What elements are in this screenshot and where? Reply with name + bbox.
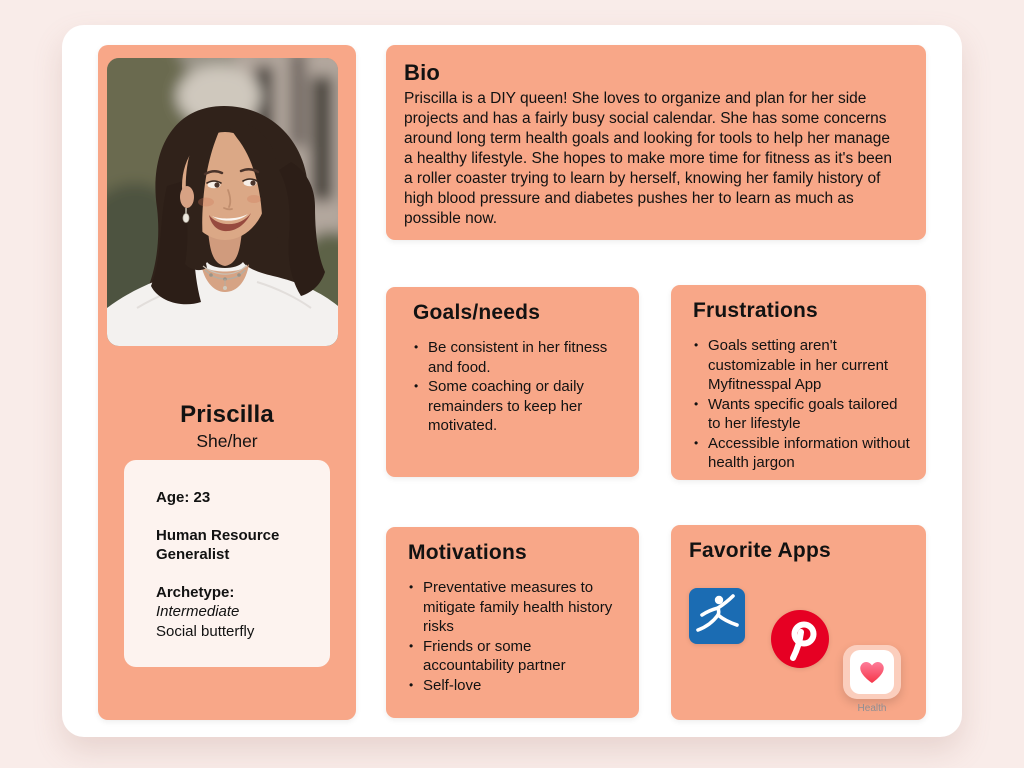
motivations-list <box>408 578 623 695</box>
bullet-item: • Wants specific goals tailored to her lifestyle <box>693 395 912 434</box>
goals-title: Goals/needs <box>413 301 541 324</box>
bio-title: Bio <box>404 60 441 85</box>
persona-card <box>62 25 962 737</box>
frustrations-section <box>671 285 926 480</box>
role-text: Human Resource Generalist <box>156 526 280 563</box>
goals-section <box>386 287 639 477</box>
profile-details-box <box>124 460 330 667</box>
health-app-label: Health <box>857 703 887 714</box>
archetype-level: Intermediate <box>156 603 240 620</box>
health-icon-card <box>843 645 901 699</box>
profile-name: Priscilla <box>180 401 274 428</box>
bullet-item: • Preventative measures to mitigate family health history risks <box>408 578 623 637</box>
profile-panel <box>98 45 356 720</box>
favorite-apps-section <box>671 525 926 720</box>
archetype-type: Social butterfly <box>156 622 255 640</box>
frustrations-title: Frustrations <box>693 299 818 322</box>
archetype-label: Archetype: <box>156 583 235 601</box>
age-text: Age: 23 <box>156 489 211 506</box>
profile-photo <box>107 58 338 346</box>
pinterest-icon <box>771 610 829 668</box>
motivations-section <box>386 527 639 718</box>
frustrations-list <box>693 336 912 473</box>
bio-section <box>386 45 926 240</box>
bullet-item: • Some coaching or daily remainders to keep her motivated. <box>413 377 621 436</box>
motivations-title: Motivations <box>408 541 527 564</box>
goals-list <box>413 338 621 436</box>
bullet-item: • Be consistent in her fitness and food. <box>413 338 621 377</box>
bullet-item: • Goals setting aren't customizable in her current Myfitnesspal App <box>693 336 912 395</box>
profile-pronouns: She/her <box>196 431 258 451</box>
apple-health-icon <box>843 645 901 714</box>
bullet-item: • Friends or some accountability partner <box>408 637 623 676</box>
bullet-item: • Self-love <box>408 676 623 696</box>
bio-text: Priscilla is a DIY queen! She loves to organize and plan for her side projects and has a fairly busy social calendar. She has some concerns around long term health goals and looking for tools to help her manage a healthy lifestyle. She hopes to make more time for fitness as it's been a roller coaster trying to learn by herself, knowing her family history of high blood pressure and diabetes pushes her to learn as much as possible now. <box>404 90 893 227</box>
bullet-item: • Accessible information without health jargon <box>693 434 912 473</box>
myfitnesspal-icon <box>689 588 745 644</box>
woman-portrait-illustration <box>107 58 338 346</box>
favorite-apps-title: Favorite Apps <box>689 539 831 562</box>
